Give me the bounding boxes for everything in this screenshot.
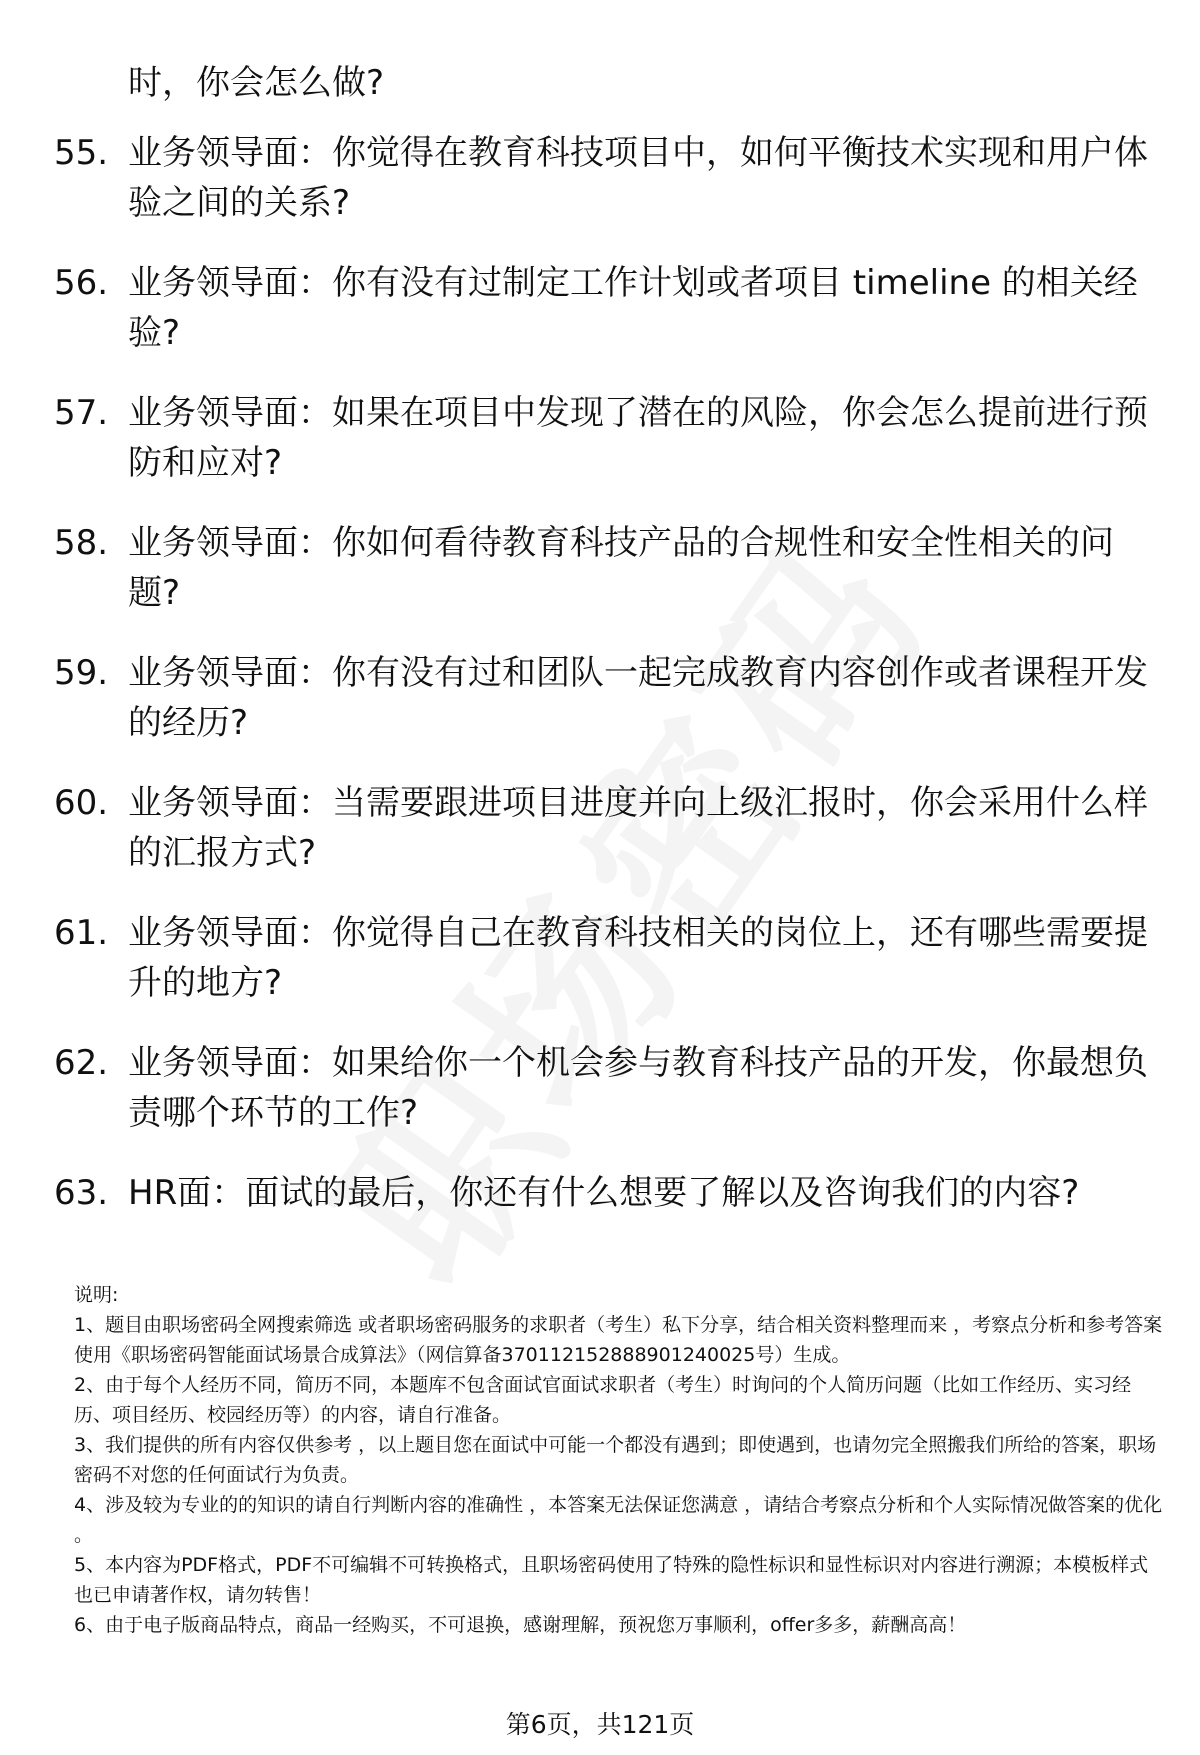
question-number: 63. <box>54 1173 109 1213</box>
question-number: 58. <box>54 523 109 563</box>
question-text: 业务领导面：你觉得在教育科技项目中，如何平衡技术实现和用户体验之间的关系? <box>128 133 1148 223</box>
question-continuation: 时，你会怎么做? <box>128 63 385 103</box>
question-text: 业务领导面：当需要跟进项目进度并向上级汇报时，你会采用什么样的汇报方式? <box>128 783 1148 873</box>
question-number: 62. <box>54 1043 109 1083</box>
note-item: 4、涉及较为专业的的知识的请自行判断内容的准确性 ，本答案无法保证您满意 ，请结合考察点分析和个人实际情况做答案的优化 。 <box>74 1494 1163 1546</box>
question-number: 55. <box>54 133 109 173</box>
note-item: 2、由于每个人经历不同，简历不同，本题库不包含面试官面试求职者（考生）时询问的个人简历问题（比如工作经历、实习经历、项目经历、校园经历等）的内容，请自行准备。 <box>74 1374 1132 1426</box>
notes-section <box>74 1280 1164 1640</box>
notes-title: 说明: <box>74 1284 119 1306</box>
question-text: 业务领导面：如果在项目中发现了潜在的风险，你会怎么提前进行预防和应对? <box>128 393 1148 483</box>
question-text: 业务领导面：你如何看待教育科技产品的合规性和安全性相关的问题? <box>128 523 1114 613</box>
question-number: 56. <box>54 263 109 303</box>
question-number: 60. <box>54 783 109 823</box>
question-text: 业务领导面：你觉得自己在教育科技相关的岗位上，还有哪些需要提升的地方? <box>128 913 1148 1003</box>
note-item: 3、我们提供的所有内容仅供参考 ，以上题目您在面试中可能一个都没有遇到；即使遇到，也请勿完全照搬我们所给的答案，职场密码不对您的任何面试行为负责。 <box>74 1434 1157 1486</box>
page-number: 第6页，共121页 <box>505 1710 695 1739</box>
note-item: 6、由于电子版商品特点，商品一经购买，不可退换，感谢理解，预祝您万事顺利，offer多多，薪酬高高！ <box>74 1614 967 1636</box>
question-number: 59. <box>54 653 109 693</box>
note-item: 1、题目由职场密码全网搜索筛选 或者职场密码服务的求职者（考生）私下分享，结合相关资料整理而来 ，考察点分析和参考答案使用《职场密码智能面试场景合成算法》（网信算备370112152888901240025号）生成。 <box>74 1314 1163 1366</box>
note-item: 5、本内容为PDF格式，PDF不可编辑不可转换格式，且职场密码使用了特殊的隐性标识和显性标识对内容进行溯源；本模板样式也已申请著作权，请勿转售！ <box>74 1554 1149 1606</box>
question-number: 57. <box>54 393 109 433</box>
question-text: 业务领导面：你有没有过制定工作计划或者项目 timeline 的相关经验? <box>128 263 1138 353</box>
question-text: 业务领导面：如果给你一个机会参与教育科技产品的开发，你最想负责哪个环节的工作? <box>128 1043 1148 1133</box>
question-text: 业务领导面：你有没有过和团队一起完成教育内容创作或者课程开发的经历? <box>128 653 1148 743</box>
question-text: HR面：面试的最后，你还有什么想要了解以及咨询我们的内容? <box>128 1173 1080 1213</box>
question-number: 61. <box>54 913 109 953</box>
